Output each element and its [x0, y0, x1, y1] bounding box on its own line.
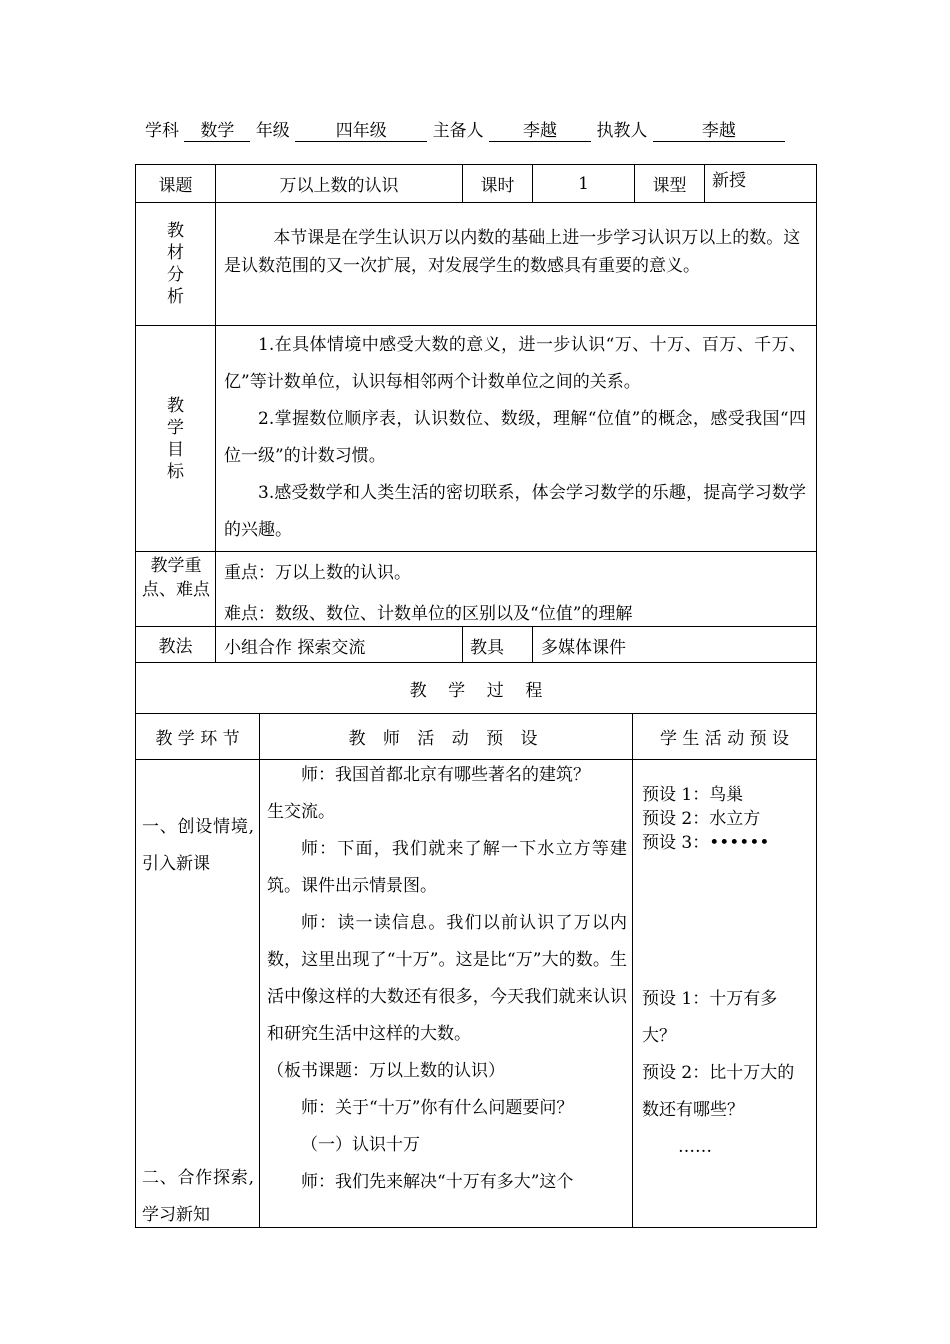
teacher-activity [267, 757, 627, 1201]
student-activity-2 [642, 981, 810, 1166]
stage-2: 二、合作探索,学习新知 [142, 1168, 254, 1225]
student-preset: 预设 1：十万有多大？ [642, 989, 778, 1046]
process-col-stage: 教 学 环 节 [155, 729, 240, 749]
analysis-label: 教材分析 [167, 221, 184, 307]
student-preset: 预设 2：比十万大的数还有哪些？ [642, 1063, 795, 1120]
goals-label: 教学目标 [167, 395, 184, 482]
period-value: 1 [578, 173, 589, 194]
tools-value: 多媒体课件 [541, 638, 626, 658]
analysis-text: 本节课是在学生认识万以内数的基础上进一步学习认识万以上的数。这是认数范围的又一次扩展，对发展学生的数感具有重要的意义。 [224, 228, 801, 276]
type-label: 课型 [652, 176, 687, 196]
preparer-value: 李越 [489, 121, 591, 142]
student-preset: 预设 2：水立方 [642, 809, 761, 829]
goal-item-3: 3.感受数学和人类生活的密切联系，体会学习数学的乐趣，提高学习数学的兴趣。 [224, 483, 806, 540]
subject-value: 数学 [184, 121, 250, 142]
keypoints-label: 教学重点、难点 [142, 556, 210, 600]
stage-1: 一、创设情境,引入新课 [142, 817, 254, 874]
process-col-student: 学 生 活 动 预 设 [659, 729, 790, 749]
teacher-value: 李越 [653, 121, 785, 142]
goal-item-2: 2.掌握数位顺序表，认识数位、数级，理解“位值”的概念，感受我国“四位一级”的计数习惯。 [224, 409, 806, 466]
teacher-paragraph: 生交流。 [267, 802, 335, 822]
tools-label: 教具 [470, 638, 504, 658]
teacher-paragraph: 师：读一读信息。我们以前认识了万以内数，这里出现了“十万”。这是比“万”大的数。生活中像这样的大数还有很多，今天我们就来认识和研究生活中这样的大数。 [267, 913, 627, 1044]
period-label: 课时 [480, 176, 515, 196]
teacher-paragraph: （板书课题：万以上数的认识） [267, 1061, 505, 1081]
goal-item-1: 1.在具体情境中感受大数的意义，进一步认识“万、十万、百万、千万、亿”等计数单位，认识每相邻两个计数单位之间的关系。 [224, 335, 806, 392]
student-activity-1 [642, 783, 810, 855]
grade-label: 年级 [255, 121, 290, 141]
subject-label: 学科 [145, 121, 179, 141]
method-label: 教法 [158, 637, 193, 657]
student-preset: 预设 3：•••••• [642, 833, 770, 853]
grade-value: 四年级 [295, 121, 427, 142]
teacher-label: 执教人 [596, 121, 648, 141]
topic-value: 万以上数的认识 [279, 176, 399, 196]
teacher-paragraph: 师：我国首都北京有哪些著名的建筑？ [301, 765, 590, 785]
method-value: 小组合作 探索交流 [224, 638, 366, 658]
goals-label-cell [136, 326, 215, 551]
teacher-paragraph: 师：我们先来解决“十万有多大”这个 [301, 1172, 574, 1192]
process-col-teacher: 教 师 活 动 预 设 [348, 729, 544, 749]
student-preset: …… [678, 1137, 712, 1157]
topic-label: 课题 [158, 176, 193, 196]
difficulty: 难点：数级、数位、计数单位的区别以及“位值”的理解 [224, 604, 633, 624]
analysis-label-cell [136, 203, 215, 325]
process-title: 教 学 过 程 [409, 680, 543, 701]
type-value: 新授 [712, 171, 746, 191]
key-point: 重点：万以上数的认识。 [224, 563, 411, 583]
teacher-paragraph: 师：下面，我们就来了解一下水立方等建筑。课件出示情景图。 [267, 839, 627, 896]
teacher-paragraph: 师：关于“十万”你有什么问题要问？ [301, 1098, 574, 1118]
document-header [145, 116, 810, 142]
student-preset: 预设 1：鸟巢 [642, 785, 744, 805]
preparer-label: 主备人 [432, 121, 484, 141]
teacher-paragraph: （一）认识十万 [301, 1135, 420, 1155]
